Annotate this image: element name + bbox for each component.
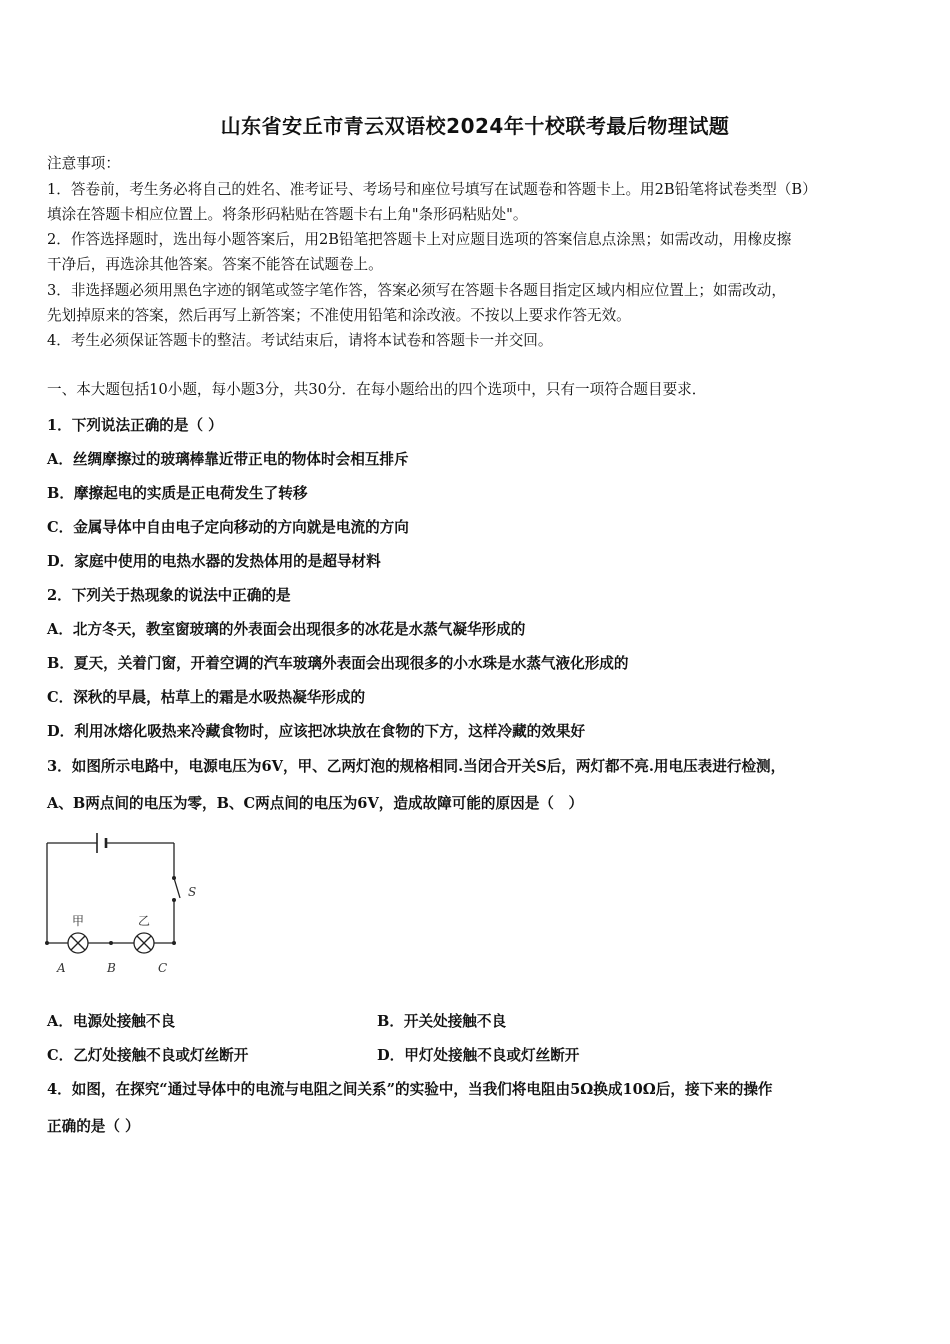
notice-heading: 注意事项： [47,155,120,172]
question-3-option-d: D．甲灯处接触不良或灯丝断开 [377,1047,580,1064]
section-heading: 一、本大题包括10小题，每小题3分，共30分．在每小题给出的四个选项中，只有一项符合题目要求． [47,381,707,398]
question-2-stem: 2．下列关于热现象的说法中正确的是 [47,587,291,604]
switch-label: S [188,885,197,899]
switch-contact-bottom [172,898,176,902]
lamp-1-label: 甲 [72,914,85,928]
question-1-option-c: C．金属导体中自由电子定向移动的方向就是电流的方向 [47,519,409,536]
lamp-2-label: 乙 [138,914,151,928]
question-1-stem: 1．下列说法正确的是（ ） [47,417,223,434]
notice-line: 先划掉原来的答案，然后再写上新答案；不准使用铅笔和涂改液。不按以上要求作答无效。 [47,307,631,324]
question-2-option-b: B．夏天，关着门窗，开着空调的汽车玻璃外表面会出现很多的小水珠是水蒸气液化形成的 [47,655,629,672]
question-3-stem-continued: A、B两点间的电压为零，B、C两点间的电压为6V，造成故障可能的原因是（ ） [47,795,584,812]
question-3-option-a: A．电源处接触不良 [47,1013,176,1030]
circuit-diagram [40,828,210,978]
notice-line: 3．非选择题必须用黑色字迹的钢笔或签字笔作答，答案必须写在答题卡各题目指定区域内相应位置上；如需改动， [47,282,786,299]
question-2-option-c: C．深秋的早晨，枯草上的霜是水吸热凝华形成的 [47,689,366,706]
point-b-label: B [107,961,116,975]
question-1-option-d: D．家庭中使用的电热水器的发热体用的是超导材料 [47,553,381,570]
notice-line: 4．考生必须保证答题卡的整洁。考试结束后，请将本试卷和答题卡一并交回。 [47,332,553,349]
switch-contact-top [172,876,176,880]
question-4-stem: 4．如图，在探究“通过导体中的电流与电阻之间关系”的实验中，当我们将电阻由5Ω换成10Ω后，接下来的操作 [47,1081,773,1098]
node-a [45,941,49,945]
node-b [109,941,113,945]
question-1-option-b: B．摩擦起电的实质是正电荷发生了转移 [47,485,308,502]
question-4-stem-continued: 正确的是（ ） [47,1118,140,1135]
question-2-option-d: D．利用冰熔化吸热来冷藏食物时，应该把冰块放在食物的下方，这样冷藏的效果好 [47,723,586,740]
notice-line: 1．答卷前，考生务必将自己的姓名、准考证号、考场号和座位号填写在试题卷和答题卡上。用2B铅笔将试卷类型（B） [47,181,817,198]
page-title: 山东省安丘市青云双语校2024年十校联考最后物理试题 [220,114,730,138]
question-3-stem: 3．如图所示电路中，电源电压为6V，甲、乙两灯泡的规格相同.当闭合开关S后，两灯都不亮.用电压表进行检测， [47,758,786,775]
question-3-option-c: C．乙灯处接触不良或灯丝断开 [47,1047,249,1064]
notice-line: 填涂在答题卡相应位置上。将条形码粘贴在答题卡右上角"条形码粘贴处"。 [47,206,528,223]
point-c-label: C [158,961,168,975]
question-1-option-a: A．丝绸摩擦过的玻璃棒靠近带正电的物体时会相互排斥 [47,451,409,468]
notice-line: 干净后，再选涂其他答案。答案不能答在试题卷上。 [47,256,383,273]
notice-line: 2．作答选择题时，选出每小题答案后，用2B铅笔把答题卡上对应题目选项的答案信息点涂黑；如需改动，用橡皮擦 [47,231,792,248]
question-3-option-b: B．开关处接触不良 [377,1013,507,1030]
question-2-option-a: A．北方冬天，教室窗玻璃的外表面会出现很多的冰花是水蒸气凝华形成的 [47,621,526,638]
point-a-label: A [57,961,66,975]
node-c [172,941,176,945]
